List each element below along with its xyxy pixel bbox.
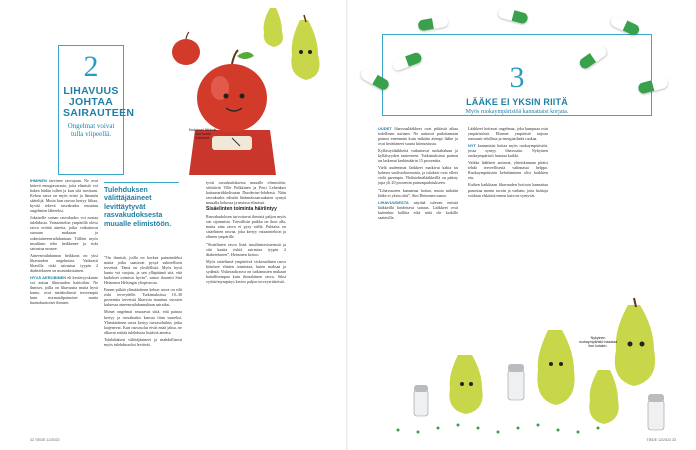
paragraph bbox=[30, 253, 98, 273]
paragraph bbox=[206, 259, 286, 284]
pull-quote: Tulehduksen välittäjäaineet levittäytyvät rasvakudoksesta muualle elimistöön. bbox=[104, 185, 172, 228]
paragraph bbox=[468, 143, 548, 158]
pear-icon bbox=[615, 298, 655, 386]
paragraph bbox=[206, 242, 286, 257]
paragraph bbox=[104, 337, 182, 347]
salt-shaker-icon bbox=[648, 394, 664, 430]
paragraph-lead: LIHAVUUDESTA bbox=[378, 199, 409, 205]
paragraph bbox=[206, 180, 286, 205]
paragraph-lead: UUDET bbox=[378, 126, 392, 131]
paragraph-text: Tulehduksen välittäjäaineet ja mahdollisesti myös tulehdussolut leviävät. bbox=[104, 336, 182, 347]
paragraph-lead: NYT bbox=[468, 143, 476, 149]
paragraph bbox=[468, 160, 548, 180]
paragraph-text: ”On ihmisiä, joilla on korkea painoindeksi mutta jotka saattavat pysyä suhteellisen terveinä. Tämä on yksilöllistä. Myös hyvä kunto voi suojata, ja sen ylläpitämä sitä, että kudokset toimivat hyvin”, sanoo dosentti Sini Heinonen Helsingin yliopistosta. bbox=[104, 255, 182, 286]
dotted-path bbox=[397, 424, 600, 434]
section-number: 3 bbox=[509, 61, 525, 94]
paragraph bbox=[378, 200, 458, 220]
paragraph-text: tarvitsee rasvojaan. Ne ovat kätevä energiavarasto, joita elimistö voi hakea hädän tullen ja kun sitä tarvitaan. Kehon rasva on myös eriste ja lämmön säätelijä. Mutta kun rasvaa kertyy liikaa, hyvää tekevä rasvakudos muuttuu ongelmien lähteeksi. bbox=[30, 178, 98, 214]
paragraph bbox=[104, 309, 182, 334]
paragraph-lead: HYVÄ AEROBINEN bbox=[30, 274, 67, 280]
paragraph-text: Monet ongelmat seuraavat siitä, että painoa kertyy ja rasvakudos kasvaa liian suureksi. Ylimääräinen rasva kertyy rasvasoluihin, jotka laajenevat. Kun rasvasolut eivät enää jaksa, ne alkavat erittää tulehdusta lisääviä aineita. bbox=[104, 309, 182, 335]
salt-shaker-icon bbox=[508, 364, 524, 400]
section-2-heading-box bbox=[58, 45, 135, 175]
paragraph bbox=[378, 165, 458, 185]
right-page bbox=[348, 0, 696, 450]
page-folio: 32 TIEDE 12/2023 bbox=[30, 438, 60, 442]
text-column-2 bbox=[104, 255, 182, 435]
paragraph-text: tyvät rasvakudoksesta muualle elimistöön, selittävät Ville Pulkkinen ja Petri Lehenkari kattausartikkelissaan Duodecim-lehdessä. Näin rasvakudos edistää liitännäissairauksien syntyä muualla kehossa ja muissa elimissä. bbox=[206, 180, 286, 206]
pear-icon bbox=[291, 15, 319, 80]
paragraph-text: Aineenvaihdunnan heikkous on yksi lihavuuden ongelmista. Vaikeasti lihavilla riski sairastua tyypin 2 diabetekseen on moninkertainen. bbox=[30, 252, 98, 273]
paragraph-text: Ennen pitkää ylimääräinen kehon rasva on silti riski terveydelle. Tutkimuksissa 10–30 prosenttia terveistä lihavista muuttuu vuosien kuluessa aineenvaihdunnaltaan sairaiksi. bbox=[104, 287, 182, 308]
salt-shaker-icon bbox=[414, 385, 428, 416]
text-column-1 bbox=[30, 178, 98, 438]
pear-icon bbox=[589, 370, 618, 424]
paragraph-text: Kaiken kaikkiaan lihavuuden hoitoon kannattaa panostaa monin tavoin ja varhain, jotta haittoja voidaan ehkäistä ennen kuin ne syntyvät. bbox=[468, 182, 548, 198]
paragraph bbox=[30, 275, 98, 305]
illustration-caption: Kudokset liittävät, kun kunto kohenee. bbox=[188, 128, 218, 141]
paragraph-text: eli kestävyyskunto voi auttaa lihavuuden haittoihin. Ne ihmiset, joilla on lihavuutta mutta hyvä kunto, ovat metabolisesti terveempiä kuin normaalipainoiset mutta huonokuntoiset ihmiset. bbox=[30, 274, 98, 306]
illustration-caption: Nykyinen ruokaympäristö haastaa itse kutakin. bbox=[578, 336, 618, 349]
paragraph-text: Lääkkeet hoitavat ongelmaa, joka kumpuaa osin ympäristöstä. Elinmer ympäristö tarjoaa runsaasti edullista ja energiatiheää ruokaa. bbox=[468, 126, 548, 142]
paragraph-text: näyttää tulevan entistä lääkkeillä hoidettava sairaus. Lääkkeet ovat kuitenkin kalliita eikä niitä ole kaikille saatavilla. bbox=[378, 199, 458, 220]
paragraph bbox=[30, 178, 98, 213]
paragraph-text: lihavuuslääkkeet ovat pitkästä aikaa todellinen uutinen. Ne auttavat pudottamaan painoa enemmän kuin mikään aiempi lääke ja ovat herättäneet suurta kiinnostusta. bbox=[378, 126, 458, 147]
title-line: LIHAVUUS bbox=[63, 85, 119, 97]
pill-icon bbox=[417, 15, 448, 31]
apple-icon bbox=[197, 50, 267, 132]
pear-icon bbox=[449, 355, 482, 414]
paragraph-text: kannattaisi hoitaa myös ruokaympäristöä, jossa syntyy lihavuutta. Nykyinen ruokaympäristö haastaa kaikki. bbox=[468, 143, 548, 159]
paragraph-text: Jokaiselle vatsan rasvakudos voi nostaa tulehdusta. Vatsaontelon ympärillä oleva rasva erittää aineita, jotka vaikuttavat suoraan maksaan ja sokeriaineenvaihduntaan. Tällöin myös insuliinin teho heikkenee ja riski sairastua nousee. bbox=[30, 215, 98, 251]
pear-icon bbox=[264, 8, 283, 47]
paragraph-text: Vielä uudemmat lääkkeet matkivat kahta tai kolmea suolistohormonia, ja tulokset ovat olleet vielä parempia. Yhdistelmälääkkeillä on päästy jopa yli 20 prosentin painonpudotukseen. bbox=[378, 165, 458, 186]
apple-icon bbox=[172, 32, 200, 65]
title-line: SAIRAUTEEN bbox=[63, 107, 135, 120]
paragraph-text: Vaikka lääkkeet auttavat, yhteiskunnan pitäisi tehdä terveellisestä valinnasta helppo. Ruokaympäristön kehittäminen olisi kaikkien etu. bbox=[468, 160, 548, 181]
pull-quote-rule bbox=[104, 182, 179, 183]
paragraph bbox=[206, 214, 286, 239]
paragraph-text: ”Lihavuuteen kannattaa hoitaa, mutta mikään lääke ei yksin riitä”, Sini Heinonen sanoo. bbox=[378, 187, 458, 198]
page-folio: TIEDE 12/2023 33 bbox=[646, 438, 676, 442]
section-title bbox=[63, 85, 135, 120]
apple-on-scale-illustration bbox=[150, 0, 348, 178]
pears-and-salt-illustration bbox=[378, 260, 696, 450]
pill-icon bbox=[497, 6, 529, 24]
section-subtitle: Ongelmat voivat tulla viipeellä. bbox=[67, 122, 115, 139]
paragraph-lead: IHMINEN bbox=[30, 178, 47, 183]
title-line: JOHTAA bbox=[68, 96, 114, 109]
paragraph bbox=[468, 126, 548, 141]
paragraph-text: Kyllästyslääkkeitä vaikuttavat ruokahaluun ja kylläisyyden tunteeseen. Tutkimuksissa painon on laskenut keskimäärin 15 prosenttia. bbox=[378, 148, 458, 164]
section-title: LÄÄKE EI YKSIN RIITÄ bbox=[466, 97, 568, 107]
paragraph bbox=[30, 215, 98, 250]
paragraph-text: ”Sisäelinten rasva lisää insuliiniresistenssiä ja sitä kautta riskiä sairastua tyypin 2 diabetekseen”, Heinonen kertoo. bbox=[206, 241, 286, 257]
section-3-heading-box bbox=[382, 34, 652, 116]
paragraph bbox=[104, 287, 182, 307]
text-column-3 bbox=[206, 180, 286, 436]
section-subtitle: Myös ruokaympäristöä kannattaisi korjata. bbox=[383, 109, 651, 115]
paragraph bbox=[378, 126, 458, 146]
subheading: Sisäelinten toiminta häiriintyy bbox=[206, 206, 277, 213]
paragraph-text: Myös sisäelimiä ympäröivä viskeraalinen rasva häiritsee elinten toimintaa, kuten maksaa ja sydäntä. Viskeraalirasva on tutkimusten mukaan haitallisempaa kuin ihonalainen rasva. Siksi vyötärönympärys kertoo paljon terveysriskeistä. bbox=[206, 258, 286, 284]
paragraph-text: Rasvakudoksen turvottavat ihmisiä paljon myös sen sijainnista. Turvallisin paikka on ihon alla, mutta aina rasva ei pysy siellä. Puhtaita on sisäelinten rasvaa, joka kertyy vatsaonteloon ja elinten ympärille. bbox=[206, 214, 286, 240]
section-number: 2 bbox=[83, 50, 99, 83]
paragraph bbox=[378, 148, 458, 163]
paragraph bbox=[104, 255, 182, 285]
paragraph bbox=[378, 188, 458, 198]
paragraph bbox=[468, 182, 548, 197]
pear-icon bbox=[537, 330, 574, 405]
